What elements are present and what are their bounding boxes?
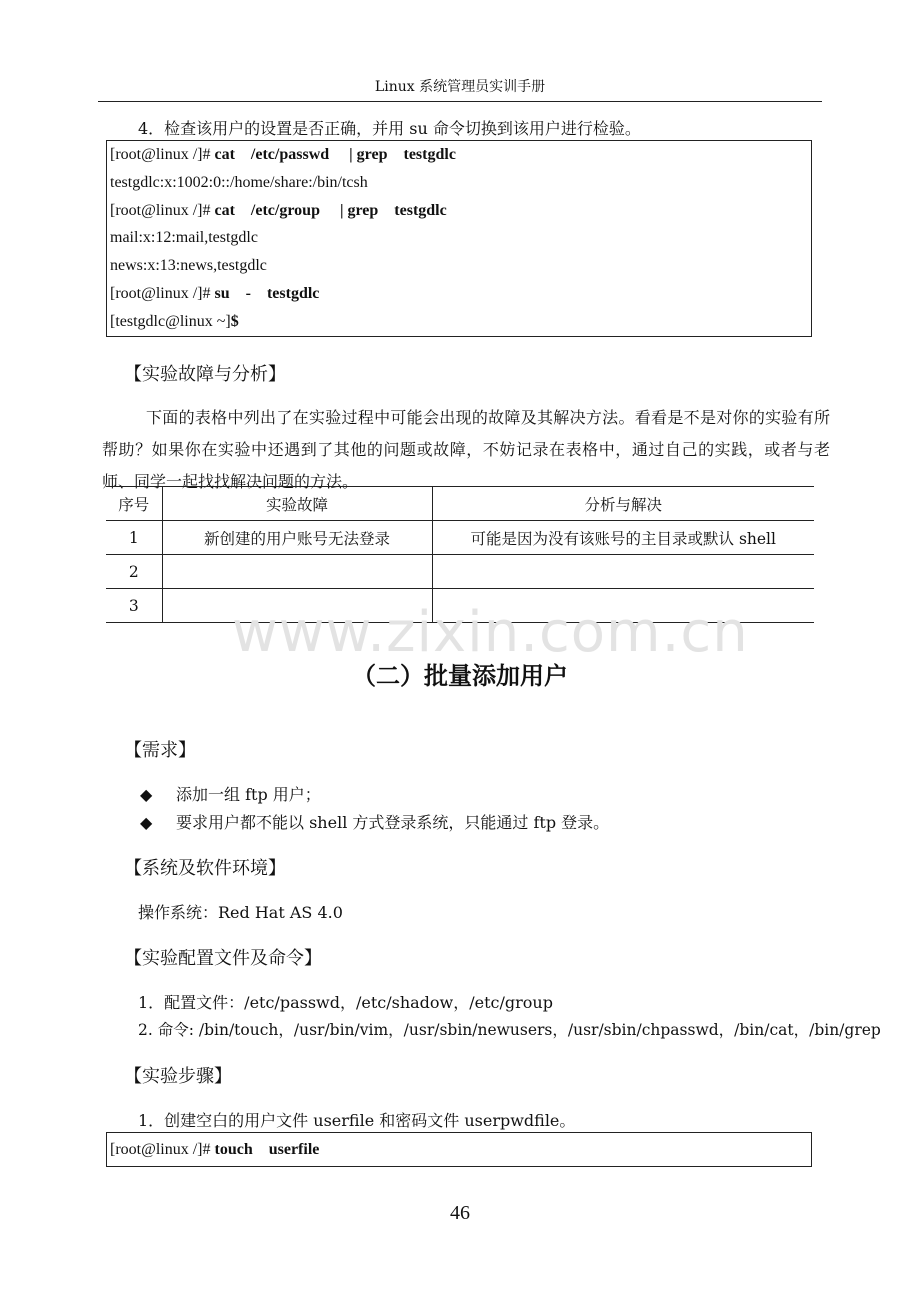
table-row (106, 521, 814, 555)
table-row (106, 555, 814, 589)
step-4-text: 4．检查该用户的设置是否正确，并用 su 命令切换到该用户进行检验。 (138, 119, 641, 138)
table-cell: 1 (106, 521, 162, 555)
list-item: ◆ 要求用户都不能以 shell 方式登录系统，只能通过 ftp 登录。 (140, 813, 610, 832)
terminal-block-1 (106, 140, 812, 337)
page-number: 46 (450, 1202, 470, 1224)
column-header: 序号 (106, 487, 162, 521)
table-cell (162, 555, 432, 589)
config-commands-text: 2. 命令: /bin/touch，/usr/bin/vim，/usr/sbin/newusers，/usr/sbin/chpasswd，/bin/cat，/bin/grep (138, 1021, 881, 1039)
table-cell: 可能是因为没有该账号的主目录或默认 shell (432, 521, 814, 555)
terminal-line: [root@linux /]# touch userfile (110, 1141, 320, 1158)
diamond-bullet-icon: ◆ (140, 813, 153, 832)
table-cell: 2 (106, 555, 162, 589)
section-title: （二）批量添加用户 (352, 662, 568, 690)
watermark: www.zixin.com.cn (232, 600, 749, 665)
table-header-row (106, 487, 814, 521)
section-heading-steps: 【实验步骤】 (124, 1066, 232, 1087)
step-1-text: 1．创建空白的用户文件 userfile 和密码文件 userpwdfile。 (138, 1111, 576, 1130)
table-cell (432, 555, 814, 589)
terminal-line: news:x:13:news,testgdlc (110, 257, 267, 275)
environment-text: 操作系统：Red Hat AS 4.0 (138, 903, 343, 922)
terminal-line: mail:x:12:mail,testgdlc (110, 229, 258, 247)
column-header: 实验故障 (162, 487, 432, 521)
running-header: Linux 系统管理员实训手册 (98, 76, 822, 102)
diamond-bullet-icon: ◆ (140, 785, 153, 804)
terminal-line: [root@linux /]# su - testgdlc (110, 284, 320, 302)
terminal-line: [root@linux /]# cat /etc/group | grep testgdlc (110, 201, 447, 219)
fault-paragraph: 下面的表格中列出了在实验过程中可能会出现的故障及其解决方法。看看是不是对你的实验有所帮助？如果你在实验中还遇到了其他的问题或故障，不妨记录在表格中，通过自己的实践，或者与老师、同学一起找找解决问题的方法。 (102, 408, 830, 491)
table-cell: 新创建的用户账号无法登录 (162, 521, 432, 555)
section-heading-fault: 【实验故障与分析】 (124, 364, 286, 385)
terminal-line: [testgdlc@linux ~]$ (110, 312, 239, 330)
terminal-line: [root@linux /]# cat /etc/passwd | grep testgdlc (110, 146, 456, 163)
table-cell: 3 (106, 589, 162, 623)
config-files-text: 1．配置文件：/etc/passwd，/etc/shadow，/etc/group (138, 993, 553, 1012)
column-header: 分析与解决 (432, 487, 814, 521)
terminal-line: testgdlc:x:1002:0::/home/share:/bin/tcsh (110, 173, 368, 191)
list-item: ◆ 添加一组 ftp 用户； (140, 785, 321, 804)
section-heading-config: 【实验配置文件及命令】 (124, 948, 322, 969)
section-heading-environment: 【系统及软件环境】 (124, 858, 286, 879)
terminal-block-2 (106, 1132, 812, 1167)
section-heading-requirements: 【需求】 (124, 740, 196, 761)
